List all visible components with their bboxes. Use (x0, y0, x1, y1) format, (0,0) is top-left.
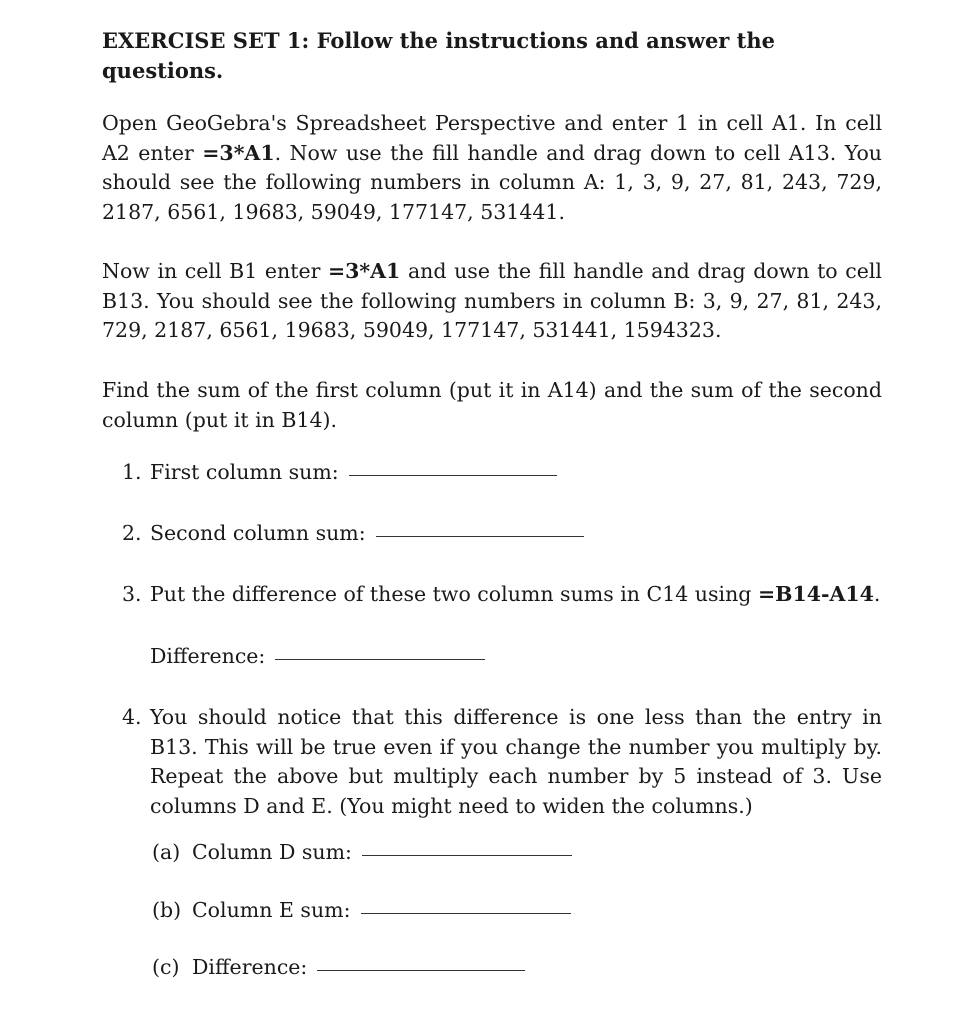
subquestion-a-text: Column D sum: (192, 840, 352, 864)
subquestion-c (152, 953, 525, 983)
para1-formula: =3*A1 (202, 140, 275, 165)
para1-text-b: . Now use the fill handle and drag down to cell A13. You should see the following numbers in column A: 1, 3, 9, 27, 81, 243, 729, 2187, 6561, 19683, 59049, 177147, 531441. (102, 140, 882, 224)
answer-blank-difference[interactable] (275, 658, 485, 660)
answer-blank-b[interactable] (361, 912, 571, 914)
answer-blank-c[interactable] (317, 969, 525, 971)
subquestion-b-label: (b) (152, 898, 182, 922)
question-3-formula: =B14-A14 (757, 582, 874, 606)
question-4-number: 4. (122, 705, 142, 729)
question-2-number: 2. (122, 521, 142, 545)
answer-blank-1[interactable] (349, 474, 557, 476)
subquestion-b-text: Column E sum: (192, 898, 351, 922)
question-1-number: 1. (122, 460, 142, 484)
para2-text-b: and use the fill handle and drag down to cell B13. You should see the following numbers in column B: 3, 9, 27, 81, 243, 729, 2187, 6561, 19683, 59049, 177147, 531441, 1594323. (102, 259, 882, 343)
question-4-text: You should notice that this difference is one less than the entry in B13. This will be true even if you change the number you multiply by. Repeat the above but multiply each number by 5 instead of 3. Use columns D and E. (You might need to widen the columns.) (150, 705, 882, 818)
subquestion-c-text: Difference: (192, 955, 308, 979)
difference-line (150, 642, 485, 672)
subquestion-a-label: (a) (152, 840, 181, 864)
question-3-period: . (873, 582, 881, 606)
para1-text-a: Open GeoGebra's Spreadsheet Perspective and enter 1 in cell A1. In cell A2 enter (102, 111, 882, 165)
difference-label: Difference: (150, 644, 266, 668)
exercise-heading: EXERCISE SET 1: Follow the instructions and answer the questions. (102, 28, 776, 83)
answer-blank-2[interactable] (376, 535, 584, 537)
subquestion-a (152, 838, 572, 868)
question-4 (122, 703, 882, 821)
instruction-paragraph-3: Find the sum of the first column (put it in A14) and the sum of the second column (put it in B14). (102, 378, 882, 432)
question-1-text: First column sum: (150, 460, 339, 484)
question-1 (122, 458, 557, 488)
para2-text-a: Now in cell B1 enter (102, 259, 328, 283)
question-3 (122, 580, 880, 610)
instruction-paragraph-1 (102, 109, 882, 227)
instruction-paragraph-2 (102, 257, 882, 346)
subquestion-b (152, 896, 571, 926)
para2-formula: =3*A1 (327, 259, 401, 283)
question-2-text: Second column sum: (150, 521, 366, 545)
question-2 (122, 519, 584, 549)
question-3-text: Put the difference of these two column sums in C14 using (150, 582, 758, 606)
answer-blank-a[interactable] (362, 854, 572, 856)
question-3-number: 3. (122, 582, 142, 606)
subquestion-c-label: (c) (152, 955, 180, 979)
